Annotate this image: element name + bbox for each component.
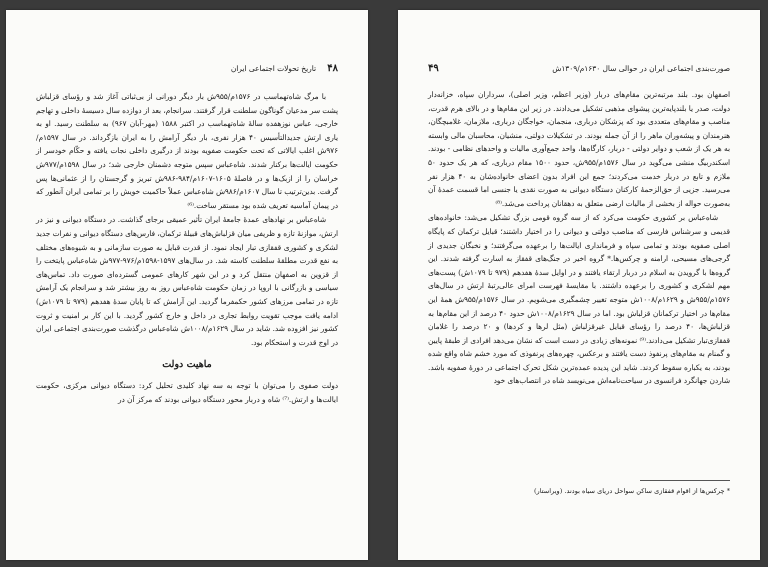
page-header	[36, 62, 338, 76]
book-page-left	[6, 10, 368, 560]
book-page-right	[398, 10, 760, 560]
paragraph: دولت صفوی را می‌توان با توجه به سه نهاد کلیدی تحلیل کرد: دستگاه دیوانی مرکزی، حکومت ایالت‌ها و ارتش.⁽⁷⁾ شاه و دربار محور دستگاه دیوانی بودند که مرکز آن در	[36, 381, 338, 404]
footnote-separator	[640, 480, 730, 481]
page-number: ۴۹	[428, 63, 439, 74]
running-head: تاریخ تحولات اجتماعی ایران	[230, 64, 316, 73]
page-body	[36, 90, 338, 407]
page-number: ۴۸	[327, 63, 338, 74]
running-head: صورت‌بندی اجتماعی ایران در حوالی سال ۱۶۳۰م/۱۳۰۹ش	[552, 64, 730, 73]
page-header	[428, 62, 730, 76]
paragraph: با مرگ شاه‌تهماسب در ۱۵۷۶م/۹۵۵ش بار دیگر دورانی از بی‌ثباتی آغاز شد و رؤسای قزلباش پشت سر مدعیان گوناگون سلطنت قرار گرفتند. سرانجام، بعد از دوازده سال دسیسهٔ داخلی و تهاجم خارجی، عباس نوزهفده سالهٔ شاه‌تهماسب در اکتبر ۱۵۸۸ (مهر-آبان ۹۶۷) به سلطنت رسید. او به یاری ارتش جدیدالتأسیس ۴۰ هزار نفری، بار دیگر آرامش را به ایران بازگرداند. در سال ۱۵۹۷م/۹۷۶ش اغلب ایالاتی که تحت حکومت صفویه بودند از درگیری داخلی نجات یافته و حکّام خودسر از حکومت ایالت‌ها برکنار شدند. شاه‌عباس سپس متوجه دشمنان خارجی شد؛ در سال ۱۵۹۸م/۹۷۷ش خراسان را از ازبک‌ها و در فاصلهٔ ۱۶۰۵-۱۶۰۷م/۹۸۴-۹۸۶ش تبریز و گرجستان را از عثمانی‌ها پس گرفت. بدین‌ترتیب تا سال ۱۶۰۷م/۹۸۶ش شاه‌عباس عملاً حاکمیت خویش را بر تمامی ایران آنطور که در پیمان آماسیه تعریف شده بود مستقر ساخت.⁽⁶⁾	[36, 92, 339, 210]
footnote: * چرکس‌ها از اقوام قفقازی ساکن سواحل دریای سیاه بودند. (ویراستار)	[533, 487, 730, 495]
page-body	[428, 88, 730, 389]
section-heading: ماهیت دولت	[162, 359, 212, 371]
paragraph: شاه‌عباس بر کشوری حکومت می‌کرد که از سه گروه قومی بزرگ تشکیل می‌شد: خانواده‌های قدیمی و سرشناس فارسی که مناصب دولتی و دیوانی را در اختیار داشتند؛ قبایل ترکمان که پایگاه اصلی صفویه بودند و تمامی سپاه و فرمانداری ایالت‌ها را برعهده می‌گرفتند؛ و نخبگان جدیدی از گرجی‌های مسیحی، ارامنه و چرکس‌ها.* گروه اخیر در جنگ‌های قفقاز به اسارت گرفته شدند. این گروه‌ها با گرویدن به اسلام در دربار ارتقاء یافتند و در اوایل سدهٔ هفدهم (۹۷۹ تا ۱۰۷۹ش) پست‌های مهم لشکری و کشوری را برعهده داشتند. با مقایسهٔ فهرست امرای عالی‌رتبهٔ ارتش در سال‌های ۱۵۷۶م/۹۵۵ش و ۱۶۲۹م/۱۰۰۸ش متوجه تغییر چشمگیری می‌شویم. در سال ۱۵۷۶م/۹۵۵ش همهٔ این مقام‌ها در اختیار ترکمانان قزلباش بود. اما در سال ۱۶۲۹م/۱۰۰۸ش حدود ۴۰ درصد از این مقام‌ها به قزلباش‌ها، ۴۰ درصد را رؤسای قبایل غیرقزلباش (مثل لرها و کردها) و ۲۰ درصد را غلامان قفقازی‌تبار تشکیل می‌دادند.⁽⁹⁾ نمونه‌های زیادی در دست است که نشان می‌دهد افرادی از طبقهٔ پایین و گمنام به مقام‌های پرنفوذ دست یافتند و برعکس، چهره‌های پرنفوذی که مورد خشم شاه واقع شده بودند، به یکباره سقوط کردند. شاید این پدیده عمده‌ترین شکل تحرک اجتماعی در دورهٔ صفویه باشد. شاردن جهانگرد فرانسوی در سیاحت‌نامه‌اش می‌نویسد شاه در انتصاب‌های خود	[428, 213, 730, 386]
paragraph: اصفهان بود. بلند مرتبه‌ترین مقام‌های دربار (وزیر اعظم، وزیر اصلی)، سرداران سپاه، خزانه‌دار دولت، صدر یا بلندپایه‌ترین پیشوای مذهبی تشکیل می‌دادند. در زیر این مقام‌ها و در بالای هرم قدرت، مناصب و مقام‌های متعددی بود که پزشکان درباری، منجمان، خواجگان درباری، ملازمان، غلامبچگان، هنرمندان و پیشه‌وران ماهر را از آن جمله بودند. در تشکیلات دولتی، منشیان، محاسبان مالی وابسته به هر یک از شعب و دوایر دولتی - دربار، کارگاه‌ها، واحد جمع‌آوری مالیات و واحدهای نظامی - بودند. اسکندربیگ منشی می‌گوید در سال ۱۵۷۶م/۹۵۵ش، حدود ۱۵۰۰ مقام درباری، که هر یک حدود ۵۰ ملازم و تابع در دربار خدمت می‌کردند؛ جمع این افراد بدون اعضای خانواده‌شان به ۴۰ هزار نفر می‌رسید. جزیی از حق‌الزحمهٔ کارکنان دستگاه دیوانی به صورت نقدی یا جنسی اما قسمت عمدهٔ آن به‌صورت حواله از بخشی از مالیات ارضی متعلق به دهقانان پرداخت می‌شد.⁽⁸⁾	[428, 90, 731, 208]
paragraph: شاه‌عباس بر نهادهای عمدهٔ جامعهٔ ایران تأثیر عمیقی برجای گذاشت. در دستگاه دیوانی و نیز در ارتش، موازنهٔ تازه و ظریفی میان قزلباش‌های قبیلهٔ ترکمان، فارس‌های دستگاه دیوانی و نفرات جدید لشکری و کشوری قفقازی تبار ایجاد نمود. از قدرت قبایل به صورت سازمانی و به شیوه‌های مختلف به نفع قدرت مطلقهٔ سلطنت کاسته شد. در سال‌های ۱۵۹۷-۱۵۹۸م/۹۷۶-۹۷۷ش شاه‌عباس پایتخت را از قزوین به اصفهان منتقل کرد و در این شهر کارهای عمومی گسترده‌ای صورت داد. تماس‌های سیاسی و بازرگانی با اروپا در زمان حکومت شاه‌عباس روز به روز بیشتر شد و سرانجام یک آرامش تازه در تمامی مرزهای کشور حکمفرما گردید. این آرامش که تا پایان سدهٔ هفدهم (۹۷۹ تا ۱۰۷۹ش) ادامه یافت موجب تقویت روابط تجاری در داخل و خارج کشور گردید. با این کار بر امنیت و ثروت کشور نیز افزوده شد. شاید در سال ۱۶۲۹م/۱۰۰۸ش شاه‌عباس درگذشت صورت‌بندی اجتماعی ایران در اوج قدرت و استحکام بود.	[36, 215, 338, 347]
